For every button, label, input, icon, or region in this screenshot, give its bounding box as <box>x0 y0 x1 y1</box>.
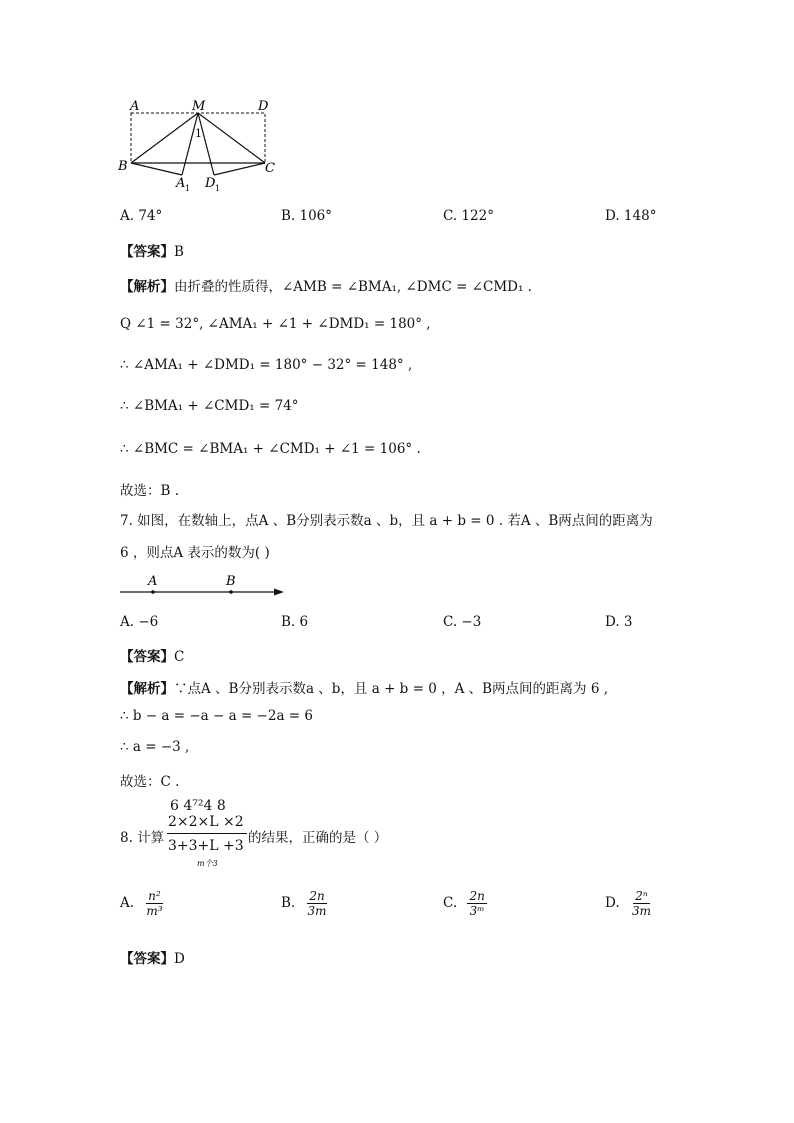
answer-tag: 【答案】 <box>120 951 174 967</box>
q7-analysis-line-2: ∴ b − a = −a − a = −2a = 6 <box>120 708 313 724</box>
q7-option-c: C. −3 <box>443 614 482 630</box>
option-label: B. <box>281 895 296 911</box>
label-A1-sub: 1 <box>185 184 191 193</box>
label-C: C <box>265 161 275 176</box>
segment-MC <box>198 113 265 163</box>
q6-analysis-line-1 <box>120 275 532 295</box>
option-fraction <box>144 889 164 918</box>
number-line-arrow <box>274 589 284 596</box>
q8-fraction-denominator: 3+3+L +3 <box>168 838 244 854</box>
answer-tag: 【答案】 <box>120 244 174 260</box>
q7-analysis-line-1 <box>120 677 608 697</box>
q7-option-d: D. 3 <box>605 614 633 630</box>
q8-option-b <box>281 889 329 918</box>
segment-MB <box>131 113 198 163</box>
label-point-B: B <box>226 574 236 589</box>
label-A1: A <box>176 176 186 191</box>
q7-conclusion: 故选：C . <box>120 774 180 790</box>
label-D: D <box>258 99 269 114</box>
option-label: D. <box>605 895 620 911</box>
answer-tag: 【答案】 <box>120 649 174 665</box>
analysis-tag: 【解析】 <box>120 681 174 697</box>
point-B <box>229 590 233 594</box>
answer-value: D <box>174 951 185 967</box>
folding-rectangle-figure <box>110 92 290 197</box>
q8-option-c <box>443 889 487 918</box>
option-label: A. <box>120 895 135 911</box>
q8-brace-under: m个3 <box>197 859 218 868</box>
q6-analysis-line-4: ∴ ∠BMA₁ + ∠CMD₁ = 74° <box>120 398 299 414</box>
q8-option-a <box>120 889 165 918</box>
q6-analysis-line-3: ∴ ∠AMA₁ + ∠DMD₁ = 180° − 32° = 148° , <box>120 357 413 373</box>
label-D1: D <box>205 176 216 191</box>
q6-conclusion: 故选：B . <box>120 483 180 499</box>
fraction-denominator: 3m <box>307 904 327 918</box>
label-M: M <box>192 99 206 114</box>
fraction-numerator: 2n <box>469 889 485 903</box>
q8-stem-prefix: 8. 计算 <box>120 830 165 846</box>
q8-fraction-bar <box>167 833 247 834</box>
q8-fraction-numerator: 2×2×L ×2 <box>168 814 244 830</box>
segment-BA1 <box>131 163 182 175</box>
q6-option-d: D. 148° <box>605 208 657 224</box>
fraction-numerator: 2n <box>309 889 325 903</box>
q7-answer <box>120 645 184 665</box>
label-angle-1: 1 <box>195 127 202 140</box>
q6-answer <box>120 240 184 260</box>
fraction-numerator: n² <box>148 889 161 903</box>
fraction-denominator: 3m <box>631 904 651 918</box>
segment-CD1 <box>214 163 265 175</box>
option-fraction <box>630 889 653 918</box>
q7-stem-line-1: 7. 如图，在数轴上，点A 、B分别表示数a 、b，且 a + b = 0 . 若A 、B两点间的距离为 <box>120 513 653 529</box>
option-fraction <box>306 889 329 918</box>
label-A: A <box>130 99 140 114</box>
label-B: B <box>118 159 128 174</box>
answer-value: B <box>174 244 184 260</box>
q8-option-d <box>605 889 653 918</box>
q6-analysis-line-5: ∴ ∠BMC = ∠BMA₁ + ∠CMD₁ + ∠1 = 106° . <box>120 441 421 457</box>
option-fraction <box>467 889 486 918</box>
q7-option-a: A. −6 <box>120 614 159 630</box>
answer-value: C <box>174 649 185 665</box>
label-D1-sub: 1 <box>215 184 221 193</box>
fraction-denominator: m³ <box>146 904 163 918</box>
q6-analysis-line-2: Q ∠1 = 32°, ∠AMA₁ + ∠1 + ∠DMD₁ = 180° , <box>120 316 431 332</box>
q6-option-c: C. 122° <box>443 208 494 224</box>
q6-option-a: A. 74° <box>120 208 163 224</box>
q7-stem-line-2: 6 ，则点A 表示的数为( ) <box>120 545 270 561</box>
q7-analysis-line-3: ∴ a = −3 , <box>120 739 190 755</box>
analysis-text: ∵点A 、B分别表示数a 、b，且 a + b = 0 ，A 、B两点间的距离为 6 , <box>174 681 609 697</box>
point-A <box>151 590 155 594</box>
q8-answer <box>120 947 185 967</box>
segment-MD1 <box>198 113 214 175</box>
analysis-text: 由折叠的性质得，∠AMB = ∠BMA₁, ∠DMC = ∠CMD₁ . <box>174 279 532 295</box>
fraction-numerator: 2ⁿ <box>635 889 648 903</box>
label-point-A: A <box>148 574 158 589</box>
q7-option-b: B. 6 <box>281 614 309 630</box>
q8-stem-suffix: 的结果，正确的是（ ） <box>248 830 388 846</box>
q8-brace-top: 6 4⁷²4 8 <box>170 798 226 814</box>
analysis-tag: 【解析】 <box>120 279 174 295</box>
segment-MA1 <box>182 113 198 175</box>
fraction-denominator: 3ᵐ <box>469 904 485 918</box>
option-label: C. <box>443 895 458 911</box>
number-line-figure <box>118 572 288 600</box>
q6-option-b: B. 106° <box>281 208 333 224</box>
